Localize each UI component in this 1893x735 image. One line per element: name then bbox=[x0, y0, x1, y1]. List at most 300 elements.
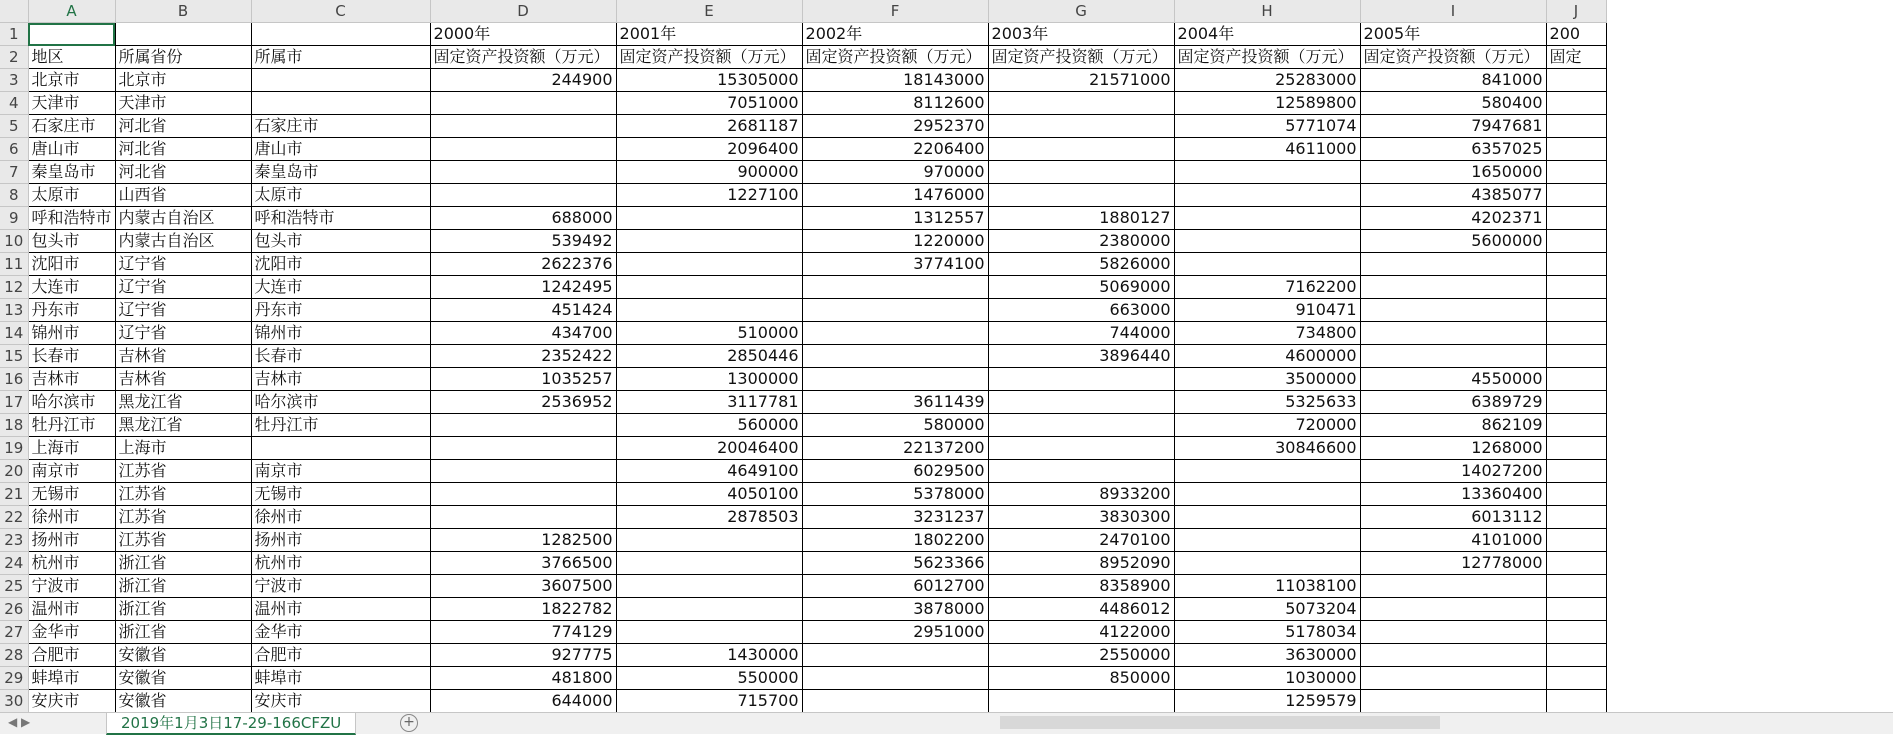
cell-i9[interactable]: 4202371 bbox=[1360, 207, 1546, 230]
cell-f27[interactable]: 2951000 bbox=[802, 621, 988, 644]
cell-g14[interactable]: 744000 bbox=[988, 322, 1174, 345]
cell-j17[interactable] bbox=[1546, 391, 1606, 414]
cell-e4[interactable]: 7051000 bbox=[616, 92, 802, 115]
cell-i22[interactable]: 6013112 bbox=[1360, 506, 1546, 529]
cell-c1[interactable] bbox=[251, 23, 430, 46]
cell-i29[interactable] bbox=[1360, 667, 1546, 690]
cell-j16[interactable] bbox=[1546, 368, 1606, 391]
cell-j23[interactable] bbox=[1546, 529, 1606, 552]
cell-e10[interactable] bbox=[616, 230, 802, 253]
cell-d22[interactable] bbox=[430, 506, 616, 529]
cell-h14[interactable]: 734800 bbox=[1174, 322, 1360, 345]
cell-e21[interactable]: 4050100 bbox=[616, 483, 802, 506]
cell-a16[interactable]: 吉林市 bbox=[28, 368, 115, 391]
cell-h23[interactable] bbox=[1174, 529, 1360, 552]
cell-j18[interactable] bbox=[1546, 414, 1606, 437]
cell-a29[interactable]: 蚌埠市 bbox=[28, 667, 115, 690]
cell-b26[interactable]: 浙江省 bbox=[115, 598, 251, 621]
cell-j28[interactable] bbox=[1546, 644, 1606, 667]
cell-a30[interactable]: 安庆市 bbox=[28, 690, 115, 713]
cell-j13[interactable] bbox=[1546, 299, 1606, 322]
cell-e7[interactable]: 900000 bbox=[616, 161, 802, 184]
cell-d16[interactable]: 1035257 bbox=[430, 368, 616, 391]
row-number[interactable]: 2 bbox=[0, 46, 28, 69]
cell-g11[interactable]: 5826000 bbox=[988, 253, 1174, 276]
cell-i14[interactable] bbox=[1360, 322, 1546, 345]
cell-g16[interactable] bbox=[988, 368, 1174, 391]
cell-h29[interactable]: 1030000 bbox=[1174, 667, 1360, 690]
cell-j22[interactable] bbox=[1546, 506, 1606, 529]
cell-j25[interactable] bbox=[1546, 575, 1606, 598]
cell-c9[interactable]: 呼和浩特市 bbox=[251, 207, 430, 230]
cell-f16[interactable] bbox=[802, 368, 988, 391]
cell-c21[interactable]: 无锡市 bbox=[251, 483, 430, 506]
cell-f29[interactable] bbox=[802, 667, 988, 690]
cell-j29[interactable] bbox=[1546, 667, 1606, 690]
cell-h5[interactable]: 5771074 bbox=[1174, 115, 1360, 138]
cell-g19[interactable] bbox=[988, 437, 1174, 460]
cell-c15[interactable]: 长春市 bbox=[251, 345, 430, 368]
cell-j2[interactable]: 固定 bbox=[1546, 46, 1606, 69]
cell-b8[interactable]: 山西省 bbox=[115, 184, 251, 207]
cell-a5[interactable]: 石家庄市 bbox=[28, 115, 115, 138]
cell-a8[interactable]: 太原市 bbox=[28, 184, 115, 207]
cell-b7[interactable]: 河北省 bbox=[115, 161, 251, 184]
cell-f15[interactable] bbox=[802, 345, 988, 368]
cell-a1[interactable] bbox=[28, 23, 115, 46]
cell-g9[interactable]: 1880127 bbox=[988, 207, 1174, 230]
cell-g20[interactable] bbox=[988, 460, 1174, 483]
cell-i18[interactable]: 862109 bbox=[1360, 414, 1546, 437]
cell-f30[interactable] bbox=[802, 690, 988, 713]
cell-e1[interactable]: 2001年 bbox=[616, 23, 802, 46]
cell-c17[interactable]: 哈尔滨市 bbox=[251, 391, 430, 414]
cell-f11[interactable]: 3774100 bbox=[802, 253, 988, 276]
cell-e2[interactable]: 固定资产投资额（万元） bbox=[616, 46, 802, 69]
cell-h25[interactable]: 11038100 bbox=[1174, 575, 1360, 598]
horizontal-scrollbar[interactable] bbox=[1000, 716, 1440, 729]
cell-h28[interactable]: 3630000 bbox=[1174, 644, 1360, 667]
cell-j21[interactable] bbox=[1546, 483, 1606, 506]
cell-j5[interactable] bbox=[1546, 115, 1606, 138]
row-number[interactable]: 11 bbox=[0, 253, 28, 276]
cell-c30[interactable]: 安庆市 bbox=[251, 690, 430, 713]
cell-h22[interactable] bbox=[1174, 506, 1360, 529]
row-number[interactable]: 21 bbox=[0, 483, 28, 506]
cell-h6[interactable]: 4611000 bbox=[1174, 138, 1360, 161]
cell-a28[interactable]: 合肥市 bbox=[28, 644, 115, 667]
cell-a15[interactable]: 长春市 bbox=[28, 345, 115, 368]
cell-j12[interactable] bbox=[1546, 276, 1606, 299]
cell-a13[interactable]: 丹东市 bbox=[28, 299, 115, 322]
cell-j14[interactable] bbox=[1546, 322, 1606, 345]
row-number[interactable]: 12 bbox=[0, 276, 28, 299]
cell-c28[interactable]: 合肥市 bbox=[251, 644, 430, 667]
cell-g4[interactable] bbox=[988, 92, 1174, 115]
cell-h17[interactable]: 5325633 bbox=[1174, 391, 1360, 414]
cell-i20[interactable]: 14027200 bbox=[1360, 460, 1546, 483]
cell-h21[interactable] bbox=[1174, 483, 1360, 506]
cell-d5[interactable] bbox=[430, 115, 616, 138]
cell-c23[interactable]: 扬州市 bbox=[251, 529, 430, 552]
cell-f12[interactable] bbox=[802, 276, 988, 299]
cell-i30[interactable] bbox=[1360, 690, 1546, 713]
cell-g5[interactable] bbox=[988, 115, 1174, 138]
cell-e11[interactable] bbox=[616, 253, 802, 276]
cell-h16[interactable]: 3500000 bbox=[1174, 368, 1360, 391]
column-header-c[interactable]: C bbox=[251, 0, 430, 23]
cell-f7[interactable]: 970000 bbox=[802, 161, 988, 184]
cell-g28[interactable]: 2550000 bbox=[988, 644, 1174, 667]
cell-h13[interactable]: 910471 bbox=[1174, 299, 1360, 322]
cell-g27[interactable]: 4122000 bbox=[988, 621, 1174, 644]
cell-a23[interactable]: 扬州市 bbox=[28, 529, 115, 552]
cell-i15[interactable] bbox=[1360, 345, 1546, 368]
cell-i12[interactable] bbox=[1360, 276, 1546, 299]
row-number[interactable]: 23 bbox=[0, 529, 28, 552]
cell-f20[interactable]: 6029500 bbox=[802, 460, 988, 483]
cell-f4[interactable]: 8112600 bbox=[802, 92, 988, 115]
cell-e22[interactable]: 2878503 bbox=[616, 506, 802, 529]
cell-c5[interactable]: 石家庄市 bbox=[251, 115, 430, 138]
cell-j15[interactable] bbox=[1546, 345, 1606, 368]
cell-a20[interactable]: 南京市 bbox=[28, 460, 115, 483]
cell-c24[interactable]: 杭州市 bbox=[251, 552, 430, 575]
cell-b6[interactable]: 河北省 bbox=[115, 138, 251, 161]
cell-g7[interactable] bbox=[988, 161, 1174, 184]
cell-c7[interactable]: 秦皇岛市 bbox=[251, 161, 430, 184]
cell-e12[interactable] bbox=[616, 276, 802, 299]
column-header-g[interactable]: G bbox=[988, 0, 1174, 23]
cell-e3[interactable]: 15305000 bbox=[616, 69, 802, 92]
cell-g6[interactable] bbox=[988, 138, 1174, 161]
cell-d21[interactable] bbox=[430, 483, 616, 506]
cell-h19[interactable]: 30846600 bbox=[1174, 437, 1360, 460]
cell-b9[interactable]: 内蒙古自治区 bbox=[115, 207, 251, 230]
cell-f21[interactable]: 5378000 bbox=[802, 483, 988, 506]
cell-a11[interactable]: 沈阳市 bbox=[28, 253, 115, 276]
cell-e18[interactable]: 560000 bbox=[616, 414, 802, 437]
cell-a7[interactable]: 秦皇岛市 bbox=[28, 161, 115, 184]
cell-b5[interactable]: 河北省 bbox=[115, 115, 251, 138]
row-number[interactable]: 17 bbox=[0, 391, 28, 414]
cell-f9[interactable]: 1312557 bbox=[802, 207, 988, 230]
cell-d18[interactable] bbox=[430, 414, 616, 437]
cell-g3[interactable]: 21571000 bbox=[988, 69, 1174, 92]
cell-e8[interactable]: 1227100 bbox=[616, 184, 802, 207]
cell-a4[interactable]: 天津市 bbox=[28, 92, 115, 115]
cell-i5[interactable]: 7947681 bbox=[1360, 115, 1546, 138]
cell-h1[interactable]: 2004年 bbox=[1174, 23, 1360, 46]
cell-j9[interactable] bbox=[1546, 207, 1606, 230]
cell-d29[interactable]: 481800 bbox=[430, 667, 616, 690]
row-number[interactable]: 1 bbox=[0, 23, 28, 46]
cell-j30[interactable] bbox=[1546, 690, 1606, 713]
cell-f23[interactable]: 1802200 bbox=[802, 529, 988, 552]
cell-f17[interactable]: 3611439 bbox=[802, 391, 988, 414]
cell-i27[interactable] bbox=[1360, 621, 1546, 644]
cell-f26[interactable]: 3878000 bbox=[802, 598, 988, 621]
cell-b13[interactable]: 辽宁省 bbox=[115, 299, 251, 322]
row-number[interactable]: 24 bbox=[0, 552, 28, 575]
cell-b1[interactable] bbox=[115, 23, 251, 46]
cell-e28[interactable]: 1430000 bbox=[616, 644, 802, 667]
cell-e5[interactable]: 2681187 bbox=[616, 115, 802, 138]
cell-i21[interactable]: 13360400 bbox=[1360, 483, 1546, 506]
cell-c11[interactable]: 沈阳市 bbox=[251, 253, 430, 276]
cell-f19[interactable]: 22137200 bbox=[802, 437, 988, 460]
cell-e20[interactable]: 4649100 bbox=[616, 460, 802, 483]
cell-c10[interactable]: 包头市 bbox=[251, 230, 430, 253]
cell-b2[interactable]: 所属省份 bbox=[115, 46, 251, 69]
cell-c18[interactable]: 牡丹江市 bbox=[251, 414, 430, 437]
cell-g25[interactable]: 8358900 bbox=[988, 575, 1174, 598]
sheet-tab[interactable]: 2019年1月3日17-29-166CFZU bbox=[106, 713, 356, 735]
cell-c14[interactable]: 锦州市 bbox=[251, 322, 430, 345]
row-number[interactable]: 29 bbox=[0, 667, 28, 690]
cell-g29[interactable]: 850000 bbox=[988, 667, 1174, 690]
cell-d15[interactable]: 2352422 bbox=[430, 345, 616, 368]
cell-g17[interactable] bbox=[988, 391, 1174, 414]
cell-h3[interactable]: 25283000 bbox=[1174, 69, 1360, 92]
cell-e15[interactable]: 2850446 bbox=[616, 345, 802, 368]
row-number[interactable]: 5 bbox=[0, 115, 28, 138]
cell-d11[interactable]: 2622376 bbox=[430, 253, 616, 276]
cell-b14[interactable]: 辽宁省 bbox=[115, 322, 251, 345]
cell-d17[interactable]: 2536952 bbox=[430, 391, 616, 414]
cell-i6[interactable]: 6357025 bbox=[1360, 138, 1546, 161]
cell-a18[interactable]: 牡丹江市 bbox=[28, 414, 115, 437]
cell-j3[interactable] bbox=[1546, 69, 1606, 92]
cell-j7[interactable] bbox=[1546, 161, 1606, 184]
cell-d4[interactable] bbox=[430, 92, 616, 115]
cell-c4[interactable] bbox=[251, 92, 430, 115]
cell-b24[interactable]: 浙江省 bbox=[115, 552, 251, 575]
cell-i8[interactable]: 4385077 bbox=[1360, 184, 1546, 207]
cell-e29[interactable]: 550000 bbox=[616, 667, 802, 690]
cell-g8[interactable] bbox=[988, 184, 1174, 207]
cell-b23[interactable]: 江苏省 bbox=[115, 529, 251, 552]
cell-b3[interactable]: 北京市 bbox=[115, 69, 251, 92]
cell-i16[interactable]: 4550000 bbox=[1360, 368, 1546, 391]
cell-g12[interactable]: 5069000 bbox=[988, 276, 1174, 299]
cell-a24[interactable]: 杭州市 bbox=[28, 552, 115, 575]
cell-f13[interactable] bbox=[802, 299, 988, 322]
row-number[interactable]: 18 bbox=[0, 414, 28, 437]
cell-b21[interactable]: 江苏省 bbox=[115, 483, 251, 506]
cell-b22[interactable]: 江苏省 bbox=[115, 506, 251, 529]
cell-i17[interactable]: 6389729 bbox=[1360, 391, 1546, 414]
cell-a26[interactable]: 温州市 bbox=[28, 598, 115, 621]
cell-b4[interactable]: 天津市 bbox=[115, 92, 251, 115]
row-number[interactable]: 26 bbox=[0, 598, 28, 621]
cell-a10[interactable]: 包头市 bbox=[28, 230, 115, 253]
row-number[interactable]: 13 bbox=[0, 299, 28, 322]
cell-g2[interactable]: 固定资产投资额（万元） bbox=[988, 46, 1174, 69]
column-header-j[interactable]: J bbox=[1546, 0, 1606, 23]
cell-g22[interactable]: 3830300 bbox=[988, 506, 1174, 529]
cell-a6[interactable]: 唐山市 bbox=[28, 138, 115, 161]
cell-c20[interactable]: 南京市 bbox=[251, 460, 430, 483]
row-number[interactable]: 22 bbox=[0, 506, 28, 529]
tab-nav-arrows[interactable]: ◀ ▶ bbox=[8, 715, 31, 729]
cell-d8[interactable] bbox=[430, 184, 616, 207]
cell-g1[interactable]: 2003年 bbox=[988, 23, 1174, 46]
cell-j11[interactable] bbox=[1546, 253, 1606, 276]
cell-j1[interactable]: 200 bbox=[1546, 23, 1606, 46]
row-number[interactable]: 28 bbox=[0, 644, 28, 667]
cell-d10[interactable]: 539492 bbox=[430, 230, 616, 253]
cell-j20[interactable] bbox=[1546, 460, 1606, 483]
cell-d27[interactable]: 774129 bbox=[430, 621, 616, 644]
cell-c29[interactable]: 蚌埠市 bbox=[251, 667, 430, 690]
cell-f28[interactable] bbox=[802, 644, 988, 667]
cell-f5[interactable]: 2952370 bbox=[802, 115, 988, 138]
row-number[interactable]: 27 bbox=[0, 621, 28, 644]
column-header-h[interactable]: H bbox=[1174, 0, 1360, 23]
cell-g30[interactable] bbox=[988, 690, 1174, 713]
cell-j19[interactable] bbox=[1546, 437, 1606, 460]
cell-j8[interactable] bbox=[1546, 184, 1606, 207]
cell-c8[interactable]: 太原市 bbox=[251, 184, 430, 207]
cell-e14[interactable]: 510000 bbox=[616, 322, 802, 345]
row-number[interactable]: 9 bbox=[0, 207, 28, 230]
cell-b25[interactable]: 浙江省 bbox=[115, 575, 251, 598]
cell-i11[interactable] bbox=[1360, 253, 1546, 276]
cell-b19[interactable]: 上海市 bbox=[115, 437, 251, 460]
cell-d6[interactable] bbox=[430, 138, 616, 161]
cell-h7[interactable] bbox=[1174, 161, 1360, 184]
column-header-b[interactable]: B bbox=[115, 0, 251, 23]
cell-j24[interactable] bbox=[1546, 552, 1606, 575]
cell-h18[interactable]: 720000 bbox=[1174, 414, 1360, 437]
column-header-a[interactable]: A bbox=[28, 0, 115, 23]
cell-g18[interactable] bbox=[988, 414, 1174, 437]
row-number[interactable]: 20 bbox=[0, 460, 28, 483]
cell-c25[interactable]: 宁波市 bbox=[251, 575, 430, 598]
column-header-d[interactable]: D bbox=[430, 0, 616, 23]
cell-h8[interactable] bbox=[1174, 184, 1360, 207]
cell-h30[interactable]: 1259579 bbox=[1174, 690, 1360, 713]
row-number[interactable]: 8 bbox=[0, 184, 28, 207]
cell-i19[interactable]: 1268000 bbox=[1360, 437, 1546, 460]
cell-d7[interactable] bbox=[430, 161, 616, 184]
row-number[interactable]: 30 bbox=[0, 690, 28, 713]
cell-g15[interactable]: 3896440 bbox=[988, 345, 1174, 368]
cell-b12[interactable]: 辽宁省 bbox=[115, 276, 251, 299]
column-header-e[interactable]: E bbox=[616, 0, 802, 23]
cell-d12[interactable]: 1242495 bbox=[430, 276, 616, 299]
cell-f8[interactable]: 1476000 bbox=[802, 184, 988, 207]
cell-b17[interactable]: 黑龙江省 bbox=[115, 391, 251, 414]
cell-d14[interactable]: 434700 bbox=[430, 322, 616, 345]
cell-h4[interactable]: 12589800 bbox=[1174, 92, 1360, 115]
cell-e6[interactable]: 2096400 bbox=[616, 138, 802, 161]
cell-f6[interactable]: 2206400 bbox=[802, 138, 988, 161]
cell-f24[interactable]: 5623366 bbox=[802, 552, 988, 575]
cell-j10[interactable] bbox=[1546, 230, 1606, 253]
cell-h26[interactable]: 5073204 bbox=[1174, 598, 1360, 621]
cell-b28[interactable]: 安徽省 bbox=[115, 644, 251, 667]
cell-f1[interactable]: 2002年 bbox=[802, 23, 988, 46]
select-all-corner[interactable] bbox=[0, 0, 28, 23]
row-number[interactable]: 15 bbox=[0, 345, 28, 368]
cell-g24[interactable]: 8952090 bbox=[988, 552, 1174, 575]
cell-e23[interactable] bbox=[616, 529, 802, 552]
cell-c22[interactable]: 徐州市 bbox=[251, 506, 430, 529]
cell-j6[interactable] bbox=[1546, 138, 1606, 161]
row-number[interactable]: 19 bbox=[0, 437, 28, 460]
row-number[interactable]: 3 bbox=[0, 69, 28, 92]
cell-a22[interactable]: 徐州市 bbox=[28, 506, 115, 529]
cell-e24[interactable] bbox=[616, 552, 802, 575]
cell-i2[interactable]: 固定资产投资额（万元） bbox=[1360, 46, 1546, 69]
cell-c6[interactable]: 唐山市 bbox=[251, 138, 430, 161]
cell-h27[interactable]: 5178034 bbox=[1174, 621, 1360, 644]
cell-a2[interactable]: 地区 bbox=[28, 46, 115, 69]
cell-a12[interactable]: 大连市 bbox=[28, 276, 115, 299]
cell-e9[interactable] bbox=[616, 207, 802, 230]
cell-a14[interactable]: 锦州市 bbox=[28, 322, 115, 345]
cell-c13[interactable]: 丹东市 bbox=[251, 299, 430, 322]
cell-i13[interactable] bbox=[1360, 299, 1546, 322]
cell-e30[interactable]: 715700 bbox=[616, 690, 802, 713]
cell-e25[interactable] bbox=[616, 575, 802, 598]
cell-g13[interactable]: 663000 bbox=[988, 299, 1174, 322]
cell-a17[interactable]: 哈尔滨市 bbox=[28, 391, 115, 414]
cell-f3[interactable]: 18143000 bbox=[802, 69, 988, 92]
cell-c12[interactable]: 大连市 bbox=[251, 276, 430, 299]
cell-h11[interactable] bbox=[1174, 253, 1360, 276]
cell-i4[interactable]: 580400 bbox=[1360, 92, 1546, 115]
cell-f2[interactable]: 固定资产投资额（万元） bbox=[802, 46, 988, 69]
cell-i1[interactable]: 2005年 bbox=[1360, 23, 1546, 46]
cell-f14[interactable] bbox=[802, 322, 988, 345]
cell-d1[interactable]: 2000年 bbox=[430, 23, 616, 46]
row-number[interactable]: 14 bbox=[0, 322, 28, 345]
cell-b20[interactable]: 江苏省 bbox=[115, 460, 251, 483]
cell-d20[interactable] bbox=[430, 460, 616, 483]
cell-f25[interactable]: 6012700 bbox=[802, 575, 988, 598]
row-number[interactable]: 4 bbox=[0, 92, 28, 115]
cell-g21[interactable]: 8933200 bbox=[988, 483, 1174, 506]
cell-a21[interactable]: 无锡市 bbox=[28, 483, 115, 506]
cell-b18[interactable]: 黑龙江省 bbox=[115, 414, 251, 437]
cell-c16[interactable]: 吉林市 bbox=[251, 368, 430, 391]
cell-b15[interactable]: 吉林省 bbox=[115, 345, 251, 368]
cell-f18[interactable]: 580000 bbox=[802, 414, 988, 437]
cell-c19[interactable] bbox=[251, 437, 430, 460]
cell-d26[interactable]: 1822782 bbox=[430, 598, 616, 621]
cell-f10[interactable]: 1220000 bbox=[802, 230, 988, 253]
cell-b16[interactable]: 吉林省 bbox=[115, 368, 251, 391]
cell-i10[interactable]: 5600000 bbox=[1360, 230, 1546, 253]
cell-h12[interactable]: 7162200 bbox=[1174, 276, 1360, 299]
cell-e13[interactable] bbox=[616, 299, 802, 322]
cell-j4[interactable] bbox=[1546, 92, 1606, 115]
cell-g23[interactable]: 2470100 bbox=[988, 529, 1174, 552]
cell-g26[interactable]: 4486012 bbox=[988, 598, 1174, 621]
row-number[interactable]: 16 bbox=[0, 368, 28, 391]
cell-e26[interactable] bbox=[616, 598, 802, 621]
cell-e17[interactable]: 3117781 bbox=[616, 391, 802, 414]
cell-h2[interactable]: 固定资产投资额（万元） bbox=[1174, 46, 1360, 69]
row-number[interactable]: 25 bbox=[0, 575, 28, 598]
row-number[interactable]: 6 bbox=[0, 138, 28, 161]
cell-d2[interactable]: 固定资产投资额（万元） bbox=[430, 46, 616, 69]
cell-b10[interactable]: 内蒙古自治区 bbox=[115, 230, 251, 253]
cell-a9[interactable]: 呼和浩特市 bbox=[28, 207, 115, 230]
